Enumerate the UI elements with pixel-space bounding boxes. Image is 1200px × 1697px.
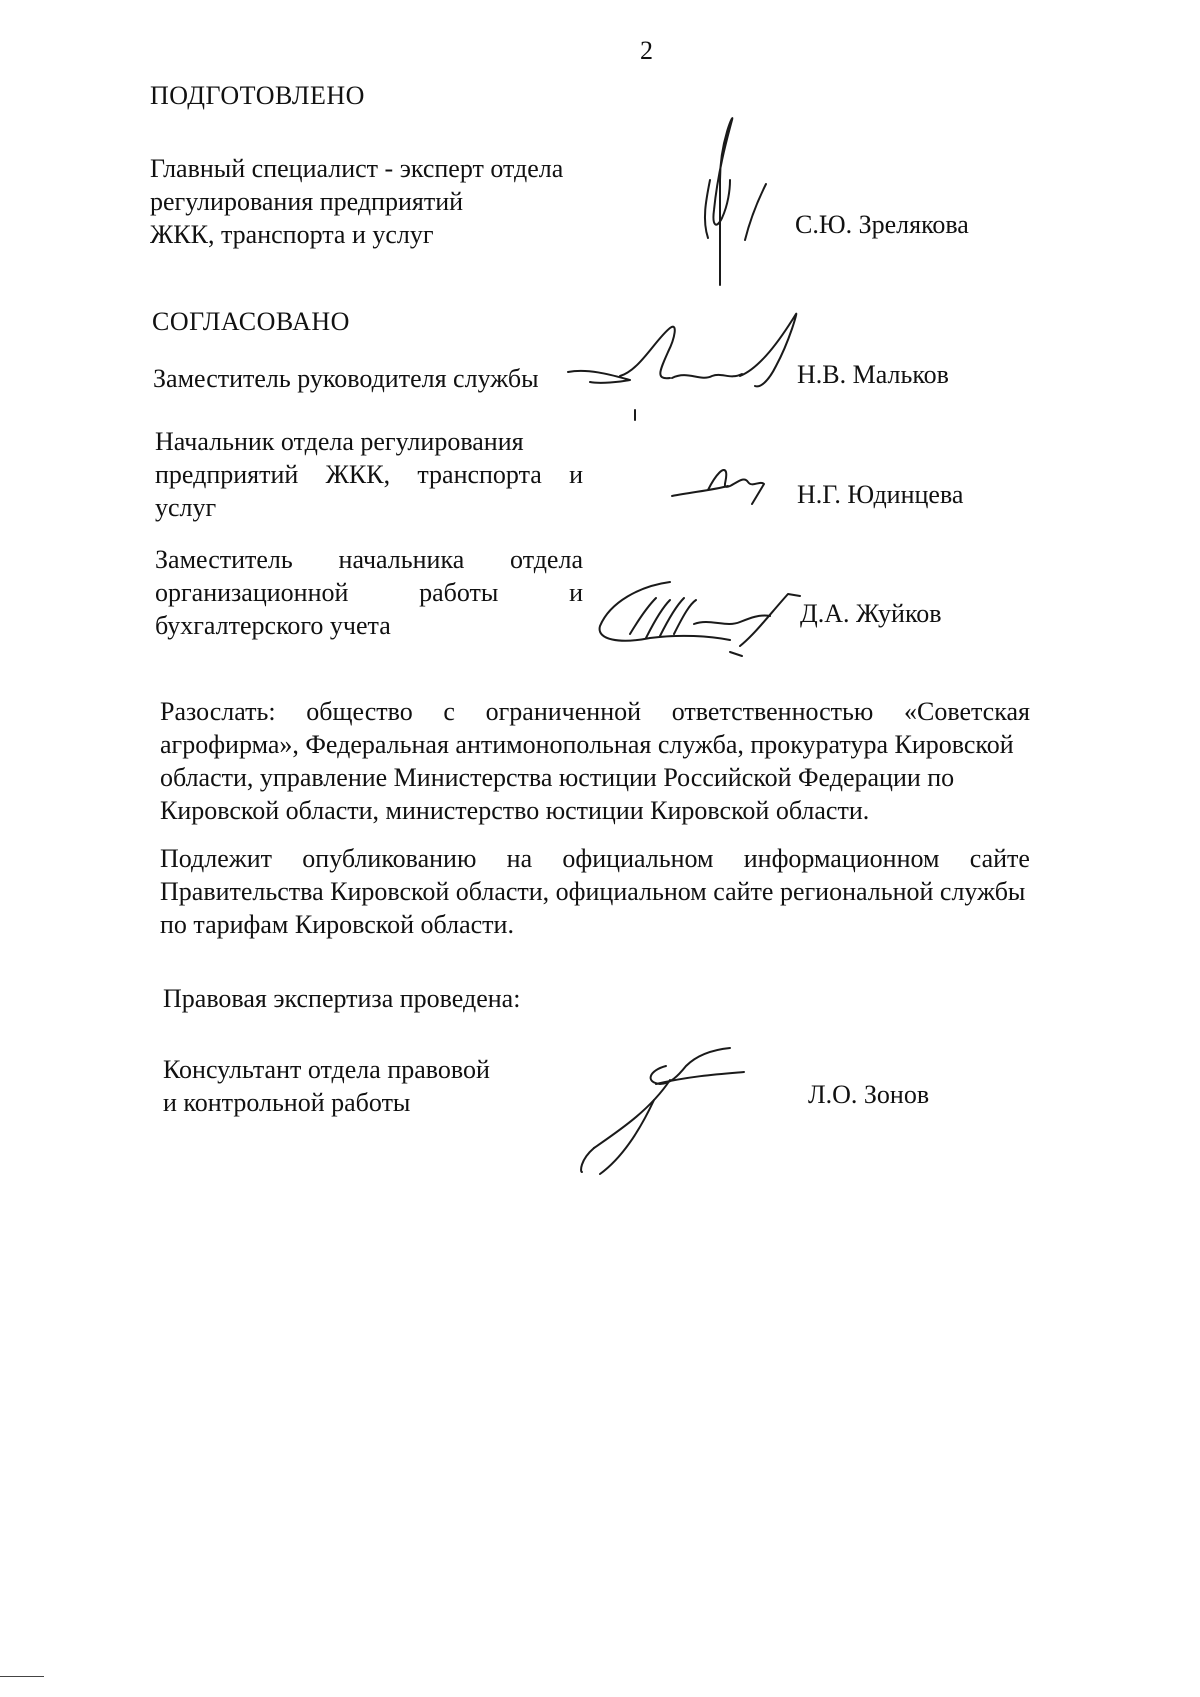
signature-zhuykov — [590, 574, 810, 659]
word: официальном — [562, 844, 714, 873]
justified-line — [160, 842, 1030, 875]
position-line-justified — [155, 543, 583, 576]
text-line: Правительства Кировской области, официальном сайте региональной службы — [160, 877, 1026, 906]
page-number: 2 — [640, 36, 653, 65]
publication-paragraph — [160, 842, 1030, 941]
prepared-name: С.Ю. Зрелякова — [795, 210, 969, 239]
word: Разослать: — [160, 697, 276, 726]
signatory-2-name: Н.Г. Юдинцева — [797, 480, 964, 509]
signatory-2-position — [155, 425, 583, 524]
prepared-heading: ПОДГОТОВЛЕНО — [150, 81, 365, 110]
text-line: агрофирма», Федеральная антимонопольная служба, прокуратура Кировской — [160, 730, 1014, 759]
word: начальника — [338, 545, 465, 574]
word: опубликованию — [302, 844, 477, 873]
legal-review-position — [163, 1053, 490, 1119]
justified-line — [160, 695, 1030, 728]
word: ограниченной — [485, 697, 642, 726]
word: Заместитель — [155, 545, 293, 574]
position-line: ЖКК, транспорта и услуг — [150, 220, 434, 249]
position-line: бухгалтерского учета — [155, 611, 391, 640]
agreed-heading: СОГЛАСОВАНО — [152, 307, 350, 336]
prepared-position — [150, 152, 563, 251]
position-line: регулирования предприятий — [150, 187, 464, 216]
word: информационном — [743, 844, 940, 873]
distribution-paragraph — [160, 695, 1030, 827]
word: предприятий — [155, 460, 299, 489]
word: ЖКК, — [325, 460, 391, 489]
word: работы — [419, 578, 499, 607]
text-line: Кировской области, министерство юстиции Кировской области. — [160, 796, 870, 825]
word: ответственностью — [671, 697, 874, 726]
word: Подлежит — [160, 844, 273, 873]
word: и — [569, 460, 583, 489]
word: общество — [306, 697, 413, 726]
word: транспорта — [417, 460, 542, 489]
position-line-justified — [155, 458, 583, 491]
signatory-1-position: Заместитель руководителя службы — [153, 364, 539, 393]
legal-review-text: Правовая экспертиза проведена: — [163, 984, 521, 1013]
word: с — [443, 697, 455, 726]
signature-zrelyakova — [680, 110, 770, 290]
signatory-3-name: Д.А. Жуйков — [800, 599, 942, 628]
position-line: услуг — [155, 493, 217, 522]
scan-edge-line — [0, 1676, 44, 1677]
text-line: области, управление Министерства юстиции Российской Федерации по — [160, 763, 955, 792]
signatory-1-name: Н.В. Мальков — [797, 360, 949, 389]
legal-review-name: Л.О. Зонов — [808, 1080, 930, 1109]
word: сайте — [969, 844, 1030, 873]
text-line: по тарифам Кировской области. — [160, 910, 514, 939]
signatory-3-position — [155, 543, 583, 642]
signature-zonov — [570, 1040, 750, 1180]
word: «Советская — [904, 697, 1030, 726]
position-line: Начальник отдела регулирования — [155, 427, 524, 456]
word: отдела — [510, 545, 583, 574]
position-line: и контрольной работы — [163, 1088, 411, 1117]
position-line: Главный специалист - эксперт отдела — [150, 154, 564, 183]
word: и — [569, 578, 583, 607]
position-line: Консультант отдела правовой — [163, 1055, 490, 1084]
position-line-justified — [155, 576, 583, 609]
word: организационной — [155, 578, 349, 607]
signature-yudintseva — [668, 460, 768, 510]
signature-malkov — [560, 310, 810, 425]
word: на — [506, 844, 533, 873]
